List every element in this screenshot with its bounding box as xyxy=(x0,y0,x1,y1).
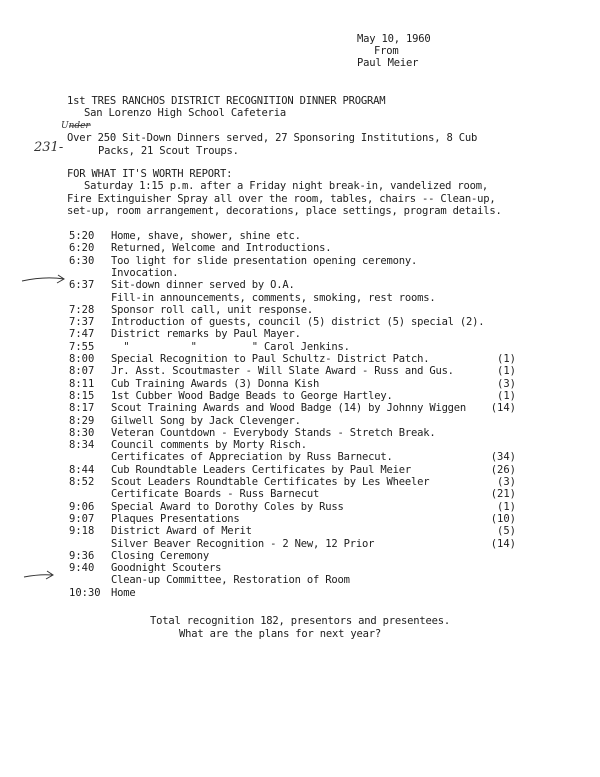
schedule-item: Returned, Welcome and Introductions. xyxy=(111,242,332,254)
schedule-item: " " " Carol Jenkins. xyxy=(111,341,350,353)
schedule-time: 6:37 xyxy=(69,279,95,291)
schedule-count: (10) xyxy=(490,513,516,525)
schedule-count: (21) xyxy=(490,488,516,500)
memo-author: Paul Meier xyxy=(357,57,419,69)
report-heading: FOR WHAT IT'S WORTH REPORT: xyxy=(67,168,233,180)
schedule-item: Invocation. xyxy=(111,267,179,279)
next-year-question: What are the plans for next year? xyxy=(179,628,382,640)
intro-stats-line1: Over 250 Sit-Down Dinners served, 27 Sponsoring Institutions, 8 Cub xyxy=(67,132,478,144)
schedule-item: Scout Leaders Roundtable Certificates by Les Wheeler xyxy=(111,476,430,488)
schedule-item: Council comments by Morty Risch. xyxy=(111,439,307,451)
schedule-time: 7:47 xyxy=(69,328,95,340)
schedule-item: Home, shave, shower, shine etc. xyxy=(111,230,301,242)
arrow-mark-invocation xyxy=(22,278,64,281)
total-recognition-line: Total recognition 182, presentors and presentees. xyxy=(150,615,450,627)
schedule-count: (34) xyxy=(490,451,516,463)
schedule-item: Clean-up Committee, Restoration of Room xyxy=(111,574,350,586)
schedule-count: (14) xyxy=(490,402,516,414)
schedule-time: 7:37 xyxy=(69,316,95,328)
schedule-item: Fill-in announcements, comments, smoking, rest rooms. xyxy=(111,292,436,304)
schedule-time: 10:30 xyxy=(69,587,101,599)
schedule-count: (3) xyxy=(497,378,516,390)
schedule-time: 8:00 xyxy=(69,353,95,365)
schedule-item: Closing Ceremony xyxy=(111,550,209,562)
schedule-item: Certificate Boards - Russ Barnecut xyxy=(111,488,320,500)
schedule-item: 1st Cubber Wood Badge Beads to George Hartley. xyxy=(111,390,393,402)
schedule-time: 9:07 xyxy=(69,513,95,525)
schedule-count: (1) xyxy=(497,501,516,513)
schedule-item: Silver Beaver Recognition - 2 New, 12 Prior xyxy=(111,538,375,550)
schedule-item: Special Recognition to Paul Schultz- District Patch. xyxy=(111,353,430,365)
program-location: San Lorenzo High School Cafeteria xyxy=(84,107,287,119)
schedule-item: District remarks by Paul Mayer. xyxy=(111,328,301,340)
schedule-count: (3) xyxy=(497,476,516,488)
schedule-count: (26) xyxy=(490,464,516,476)
memo-date: May 10, 1960 xyxy=(357,33,431,45)
schedule-count: (1) xyxy=(497,365,516,377)
arrow-mark-goodnight xyxy=(24,575,52,577)
schedule-item: Cub Roundtable Leaders Certificates by Paul Meier xyxy=(111,464,411,476)
report-line-2: Fire Extinguisher Spray all over the room, tables, chairs -- Clean-up, xyxy=(67,193,496,205)
handwritten-correction: Under xyxy=(61,121,90,131)
schedule-item: Sit-down dinner served by O.A. xyxy=(111,279,295,291)
schedule-time: 8:15 xyxy=(69,390,95,402)
schedule-time: 8:44 xyxy=(69,464,95,476)
schedule-item: Jr. Asst. Scoutmaster - Will Slate Award - Russ and Gus. xyxy=(111,365,454,377)
schedule-item: Cub Training Awards (3) Donna Kish xyxy=(111,378,320,390)
schedule-item: Scout Training Awards and Wood Badge (14) by Johnny Wiggen xyxy=(111,402,467,414)
schedule-time: 8:34 xyxy=(69,439,95,451)
schedule-time: 6:20 xyxy=(69,242,95,254)
schedule-item: District Award of Merit xyxy=(111,525,252,537)
schedule-time: 9:06 xyxy=(69,501,95,513)
schedule-item: Goodnight Scouters xyxy=(111,562,222,574)
schedule-time: 8:11 xyxy=(69,378,95,390)
schedule-item: Home xyxy=(111,587,136,599)
schedule-time: 6:30 xyxy=(69,255,95,267)
schedule-time: 8:17 xyxy=(69,402,95,414)
schedule-item: Introduction of guests, council (5) district (5) special (2). xyxy=(111,316,485,328)
schedule-count: (1) xyxy=(497,353,516,365)
schedule-time: 9:18 xyxy=(69,525,95,537)
schedule-count: (14) xyxy=(490,538,516,550)
schedule-count: (1) xyxy=(497,390,516,402)
schedule-time: 8:52 xyxy=(69,476,95,488)
handwritten-margin-number: 231- xyxy=(34,140,64,155)
schedule-time: 9:36 xyxy=(69,550,95,562)
report-line-3: set-up, room arrangement, decorations, place settings, program details. xyxy=(67,205,502,217)
schedule-item: Gilwell Song by Jack Clevenger. xyxy=(111,415,301,427)
schedule-time: 8:07 xyxy=(69,365,95,377)
schedule-item: Too light for slide presentation opening ceremony. xyxy=(111,255,418,267)
schedule-time: 8:30 xyxy=(69,427,95,439)
schedule-item: Plaques Presentations xyxy=(111,513,240,525)
report-line-1: Saturday 1:15 p.m. after a Friday night break-in, vandelized room, xyxy=(84,180,489,192)
schedule-item: Sponsor roll call, unit response. xyxy=(111,304,314,316)
schedule-time: 8:29 xyxy=(69,415,95,427)
intro-stats-line2: Packs, 21 Scout Troups. xyxy=(98,145,239,157)
program-title: 1st TRES RANCHOS DISTRICT RECOGNITION DINNER PROGRAM xyxy=(67,95,386,107)
schedule-item: Certificates of Appreciation by Russ Barnecut. xyxy=(111,451,393,463)
schedule-time: 9:40 xyxy=(69,562,95,574)
schedule-item: Special Award to Dorothy Coles by Russ xyxy=(111,501,344,513)
memo-from-label: From xyxy=(374,45,399,57)
schedule-time: 5:20 xyxy=(69,230,95,242)
schedule-count: (5) xyxy=(497,525,516,537)
schedule-time: 7:28 xyxy=(69,304,95,316)
schedule-time: 7:55 xyxy=(69,341,95,353)
strikethrough-mark xyxy=(69,125,91,126)
schedule-item: Veteran Countdown - Everybody Stands - Stretch Break. xyxy=(111,427,436,439)
